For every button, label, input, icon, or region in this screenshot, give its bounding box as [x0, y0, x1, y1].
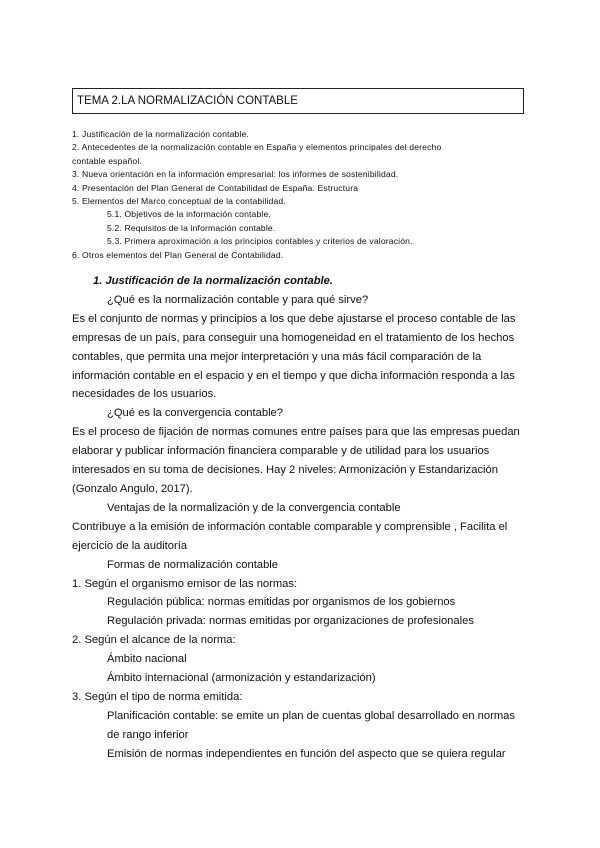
document-title: TEMA 2.LA NORMALIZACIÓN CONTABLE — [72, 88, 524, 114]
list-subitem-continued: de rango inferior — [107, 728, 189, 741]
paragraph-line: elaborar y publicar información financiera comparable y de utilidad para los usuarios — [72, 445, 490, 458]
toc-item: 6. Otros elementos del Plan General de Contabilidad. — [72, 249, 284, 260]
toc-item: 2. Antecedentes de la normalización contable en España y elementos principales del derecho — [72, 142, 442, 153]
subsection-heading: Formas de normalización contable — [107, 558, 279, 571]
paragraph-line: ejercicio de la auditoría — [72, 539, 188, 552]
paragraph-line: información contable en el espacio y en el tiempo y que dicha información responda a las — [72, 369, 515, 382]
list-item: 3. Según el tipo de norma emitida: — [72, 690, 243, 703]
list-item: 2. Según el alcance de la norma: — [72, 634, 236, 647]
toc-item: 5. Elementos del Marco conceptual de la contabilidad. — [72, 196, 286, 207]
toc-item: contable español. — [72, 155, 142, 166]
question-heading: ¿Qué es la normalización contable y para qué sirve? — [107, 293, 369, 306]
list-subitem: Regulación privada: normas emitidas por organizaciones de profesionales — [107, 615, 474, 628]
list-subitem: Ámbito internacional (armonización y estandarización) — [107, 672, 376, 685]
list-subitem: Planificación contable: se emite un plan de cuentas global desarrollado en normas — [107, 709, 515, 722]
paragraph-line: (Gonzalo Angulo, 2017). — [72, 482, 193, 495]
paragraph-line: contables, que permita una mejor interpretación y una más fácil comparación de la — [72, 350, 482, 363]
list-item: 1. Según el organismo emisor de las normas: — [72, 577, 298, 590]
paragraph-line: Contribuye a la emisión de información contable comparable y comprensible , Facilita el — [72, 520, 508, 533]
toc-item: 3. Nueva orientación en la información empresarial: los informes de sostenibilidad. — [72, 169, 399, 180]
list-subitem: Ámbito nacional — [107, 653, 187, 666]
paragraph-line: interesados en su toma de decisiones. Hay 2 niveles: Armonización y Estandarización — [72, 464, 498, 477]
subsection-heading: Ventajas de la normalización y de la convergencia contable — [107, 501, 401, 514]
toc-item: 4. Presentación del Plan General de Contabilidad de España. Estructura — [72, 182, 359, 193]
question-heading: ¿Qué es la convergencia contable? — [107, 407, 284, 420]
list-subitem: Emisión de normas independientes en función del aspecto que se quiera regular — [107, 747, 506, 760]
paragraph-line: Es el proceso de fijación de normas comunes entre países para que las empresas puedan — [72, 426, 520, 439]
toc-subitem: 5.2. Requisitos de la información contable. — [107, 222, 276, 233]
toc-subitem: 5.3. Primera aproximación a los principios contables y criterios de valoración. — [107, 236, 413, 247]
list-subitem: Regulación pública: normas emitidas por organismos de los gobiernos — [107, 596, 456, 609]
table-of-contents — [72, 128, 532, 262]
toc-item: 1. Justificación de la normalización contable. — [72, 129, 249, 139]
paragraph-line: necesidades de los usuarios. — [72, 388, 217, 401]
document-body — [72, 272, 528, 764]
paragraph-line: empresas de un país, para conseguir una homogeneidad en el tratamiento de los hechos — [72, 331, 515, 344]
paragraph-line: Es el conjunto de normas y principios a los que debe ajustarse el proceso contable de las — [72, 312, 516, 325]
section-heading: 1. Justificación de la normalización contable. — [93, 275, 333, 287]
toc-subitem: 5.1. Objetivos de la información contable. — [107, 209, 271, 220]
